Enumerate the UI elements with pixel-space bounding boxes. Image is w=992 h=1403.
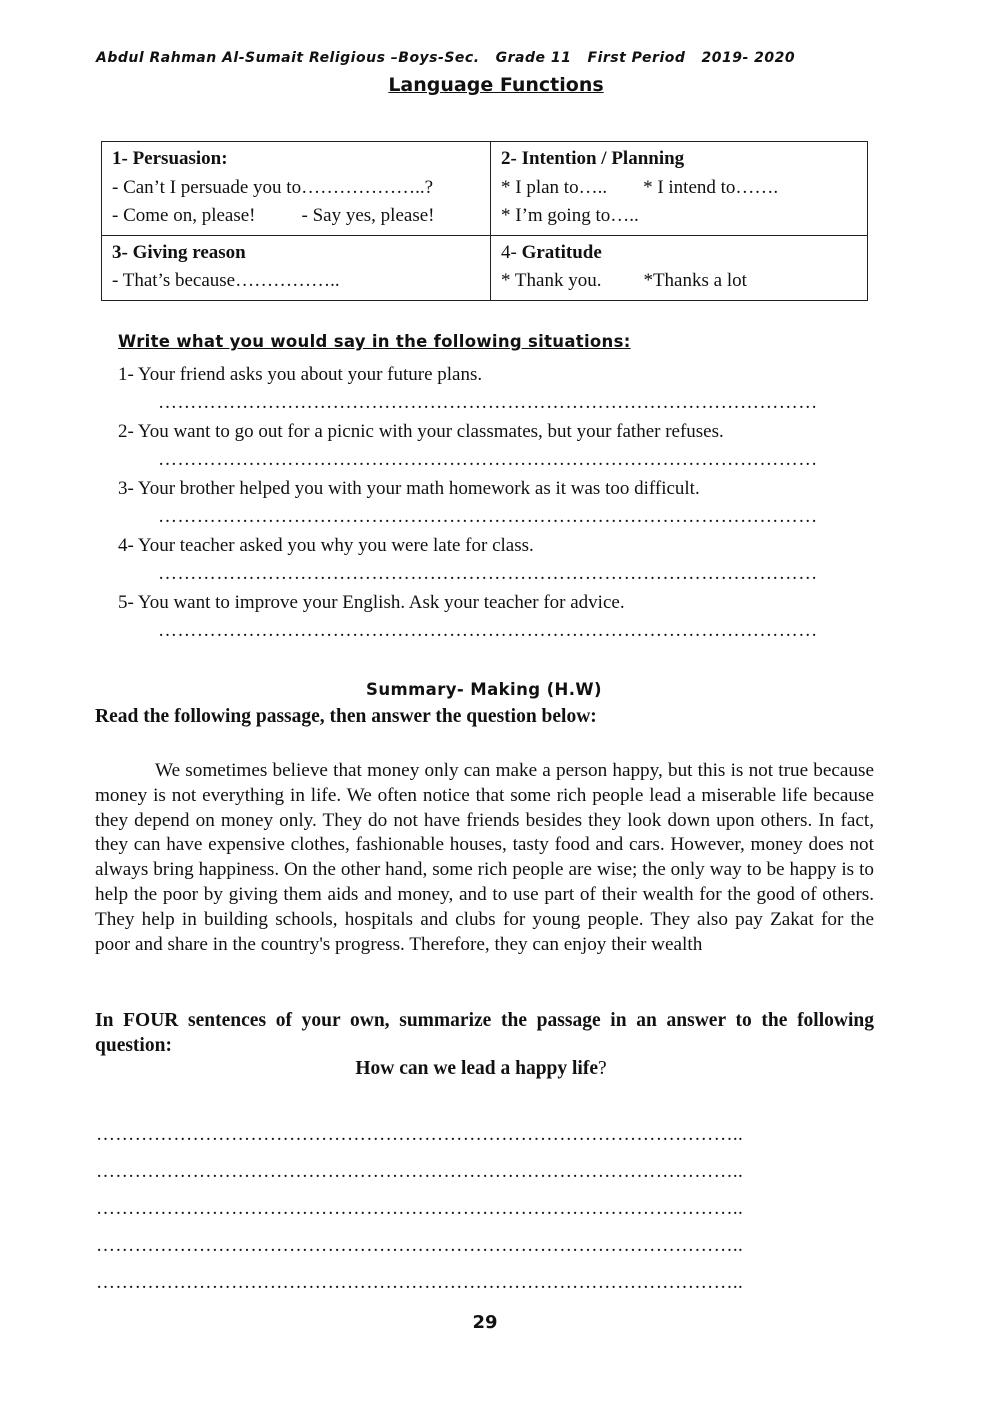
reason-phrase: - That’s because……………..	[112, 270, 340, 291]
persuasion-phrase: - Come on, please!	[112, 205, 256, 226]
reading-passage: We sometimes believe that money only can make a person happy, but this is not true because money is not everything in life. We often notice that some rich people lead a miserable life because they depend on money only. They do not have friends besides they look down upon others. In fact, they can have expensive clothes, fashionable houses, tasty food and cars. However, money does not always bring happiness. On the other hand, some rich people are wise; the only way to be happy is to help the poor by giving them aids and money, and to use part of their wealth for the good of others. They help in building schools, hospitals and clubs for young people. They also pay Zakat for the poor and share in the country's progress. Therefore, they can enjoy their wealth	[95, 760, 874, 955]
table-row	[102, 235, 868, 300]
gratitude-heading-row	[501, 239, 857, 268]
answer-line[interactable]: …………………………………………………………………………………………	[158, 506, 818, 527]
question-mark: ?	[598, 1058, 607, 1079]
school-name: Abdul Rahman Al-Sumait Religious –Boys-Sec.	[96, 50, 480, 66]
reason-cell	[102, 235, 491, 300]
gratitude-phrase: *Thanks a lot	[643, 270, 747, 291]
table-row	[102, 142, 868, 236]
language-functions-table	[101, 141, 868, 301]
intention-phrase: * I plan to…..	[501, 176, 608, 198]
situations-instruction: Write what you would say in the following situations:	[118, 332, 631, 351]
answer-line[interactable]: ………………………………………………………………………………………..	[96, 1124, 743, 1145]
grade: Grade 11	[495, 50, 572, 66]
situation-item: 4- Your teacher asked you why you were late for class.	[118, 535, 534, 556]
gratitude-phrase: * Thank you.	[501, 270, 602, 291]
period: First Period	[587, 50, 686, 66]
question-instruction: In FOUR sentences of your own, summarize the passage in an answer to the following question:	[95, 1010, 874, 1056]
persuasion-phrase: - Say yes, please!	[301, 205, 435, 226]
intention-phrase: * I’m going to…..	[501, 205, 639, 226]
school-year: 2019- 2020	[701, 50, 796, 66]
situation-item: 2- You want to go out for a picnic with your classmates, but your father refuses.	[118, 421, 724, 442]
answer-line[interactable]: …………………………………………………………………………………………	[158, 392, 818, 413]
persuasion-phrase: - Can’t I persuade you to………………..?	[112, 176, 434, 198]
persuasion-cell	[102, 142, 491, 236]
situation-item: 3- Your brother helped you with your math homework as it was too difficult.	[118, 478, 700, 499]
summary-title: Summary- Making (H.W)	[366, 680, 602, 699]
gratitude-cell	[491, 235, 868, 300]
answer-line[interactable]: ………………………………………………………………………………………..	[96, 1198, 743, 1219]
page-title: Language Functions	[388, 74, 604, 96]
gratitude-number: 4-	[501, 241, 522, 263]
intention-phrase: * I intend to…….	[643, 176, 779, 198]
situation-item: 1- Your friend asks you about your future plans.	[118, 364, 483, 385]
gratitude-phrases-row	[501, 267, 857, 296]
question-text: How can we lead a happy life	[355, 1058, 599, 1079]
persuasion-phrases-row	[112, 202, 480, 231]
answer-line[interactable]: …………………………………………………………………………………………	[158, 563, 818, 584]
persuasion-heading: 1- Persuasion:	[112, 148, 228, 169]
intention-phrases-row	[501, 174, 857, 203]
answer-line[interactable]: …………………………………………………………………………………………	[158, 449, 818, 470]
answer-line[interactable]: …………………………………………………………………………………………	[158, 620, 818, 641]
intention-heading: 2- Intention / Planning	[501, 148, 685, 169]
answer-line[interactable]: ………………………………………………………………………………………..	[96, 1272, 743, 1293]
reason-heading: 3- Giving reason	[112, 241, 246, 263]
question	[0, 1058, 962, 1080]
situation-item: 5- You want to improve your English. Ask your teacher for advice.	[118, 592, 625, 613]
answer-line[interactable]: ………………………………………………………………………………………..	[96, 1235, 743, 1256]
read-instruction: Read the following passage, then answer the question below:	[95, 706, 597, 727]
answer-line[interactable]: ………………………………………………………………………………………..	[96, 1161, 743, 1182]
page-header	[96, 50, 876, 66]
intention-cell	[491, 142, 868, 236]
gratitude-heading: Gratitude	[521, 241, 602, 263]
page-number: 29	[472, 1312, 498, 1333]
